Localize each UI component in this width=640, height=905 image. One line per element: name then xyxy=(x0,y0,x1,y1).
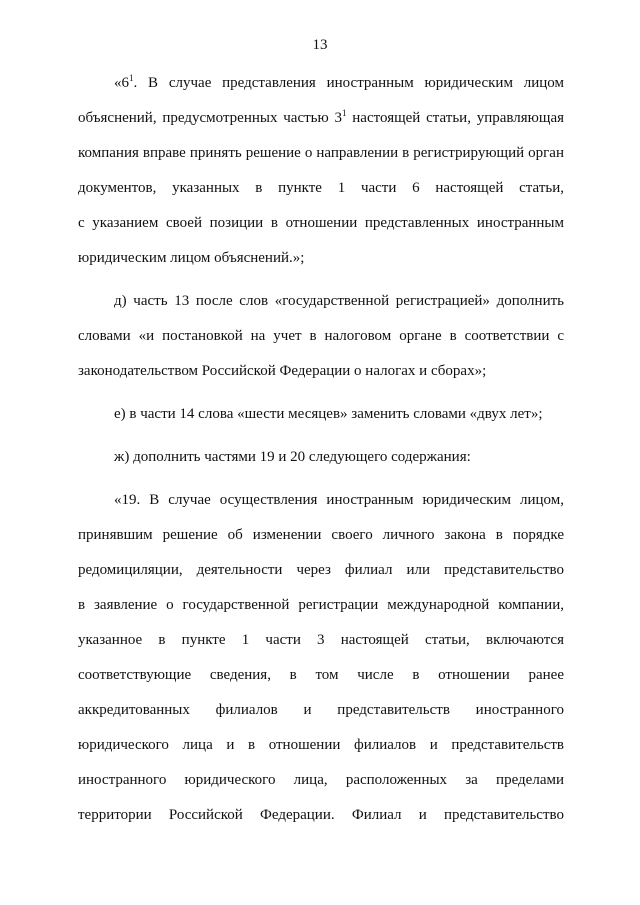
paragraph-line: компания вправе принять решение о направлении в регистрирующий орган xyxy=(78,145,564,161)
paragraph-line: словами «и постановкой на учет в налоговом органе в соответствии с xyxy=(78,328,564,344)
paragraph-line: принявшим решение об изменении своего личного закона в порядке xyxy=(78,527,564,543)
paragraph-line: территории Российской Федерации. Филиал и представительство xyxy=(78,807,564,823)
paragraph-line: документов, указанных в пункте 1 части 6 настоящей статьи, xyxy=(78,180,564,196)
item-e: е) в части 14 слова «шести месяцев» заменить словами «двух лет»; xyxy=(114,406,543,422)
paragraph-line: юридического лица и в отношении филиалов и представительств xyxy=(78,737,564,753)
paragraph-line: соответствующие сведения, в том числе в отношении ранее xyxy=(78,667,564,683)
paragraph-line: законодательством Российской Федерации о налогах и сборах»; xyxy=(78,363,487,379)
paragraph-line: указанное в пункте 1 части 3 настоящей статьи, включаются xyxy=(78,632,564,648)
paragraph-line: д) часть 13 после слов «государственной регистрацией» дополнить xyxy=(114,293,564,309)
superscript: 1 xyxy=(129,73,134,83)
paragraph-line: в заявление о государственной регистрации международной компании, xyxy=(78,597,564,613)
document-body xyxy=(78,66,564,833)
item-zh: ж) дополнить частями 19 и 20 следующего содержания: xyxy=(114,449,471,465)
paragraph-line: аккредитованных филиалов и представительств иностранного xyxy=(78,702,564,718)
paragraph-line: иностранного юридического лица, расположенных за пределами xyxy=(78,772,564,788)
paragraph-19 xyxy=(78,483,564,833)
paragraph-line: редомициляции, деятельности через филиал или представительство xyxy=(78,562,564,578)
paragraph-line: объяснений, предусмотренных частью $3^1$ настоящей статьи, управляющая xyxy=(78,108,564,126)
paragraph-6-1 xyxy=(78,66,564,276)
page-number: 13 xyxy=(312,37,328,53)
paragraph-line: с указанием своей позиции в отношении представленных иностранным xyxy=(78,215,564,231)
paragraph-line: «$6^1$. В случае представления иностранным юридическим лицом xyxy=(114,73,564,91)
superscript: 1 xyxy=(342,108,347,118)
item-d xyxy=(78,284,564,389)
paragraph-line: «19. В случае осуществления иностранным юридическим лицом, xyxy=(114,492,564,508)
paragraph-line: юридическим лицом объяснений.»; xyxy=(78,250,305,266)
